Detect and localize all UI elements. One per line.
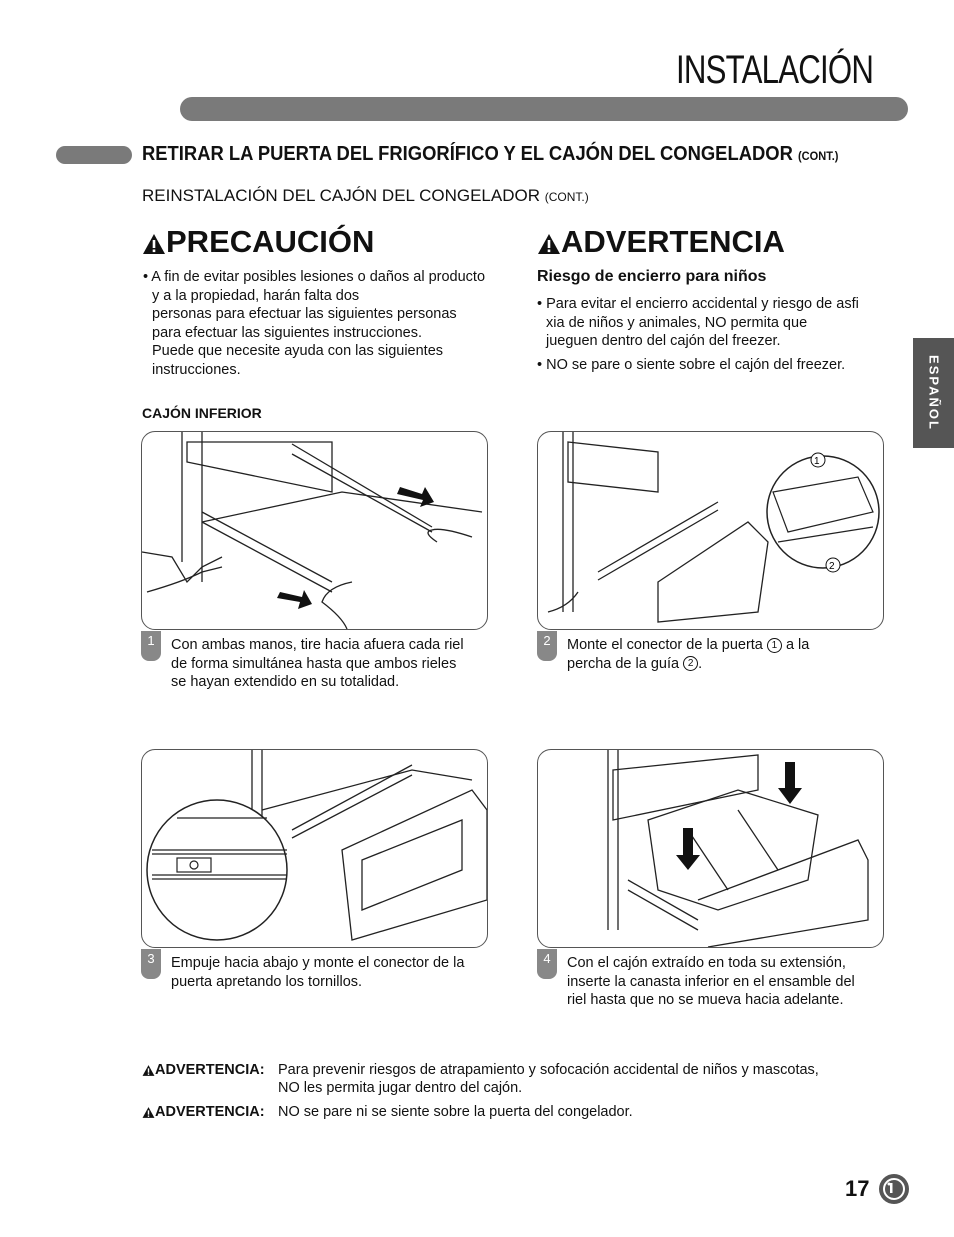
section-title-text: RETIRAR LA PUERTA DEL FRIGORÍFICO Y EL CAJÓN DEL CONGELADOR xyxy=(142,143,793,165)
language-tab xyxy=(913,338,954,448)
callout-2-inline: 2 xyxy=(683,656,698,671)
callout-1-inline: 1 xyxy=(767,638,782,653)
lg-logo-icon xyxy=(879,1174,909,1204)
precaucion-line: personas para efectuar las siguientes personas xyxy=(152,306,457,322)
warning-1-line: Para prevenir riesgos de atrapamiento y sofocación accidental de niños y mascotas, xyxy=(278,1062,819,1078)
step-2-text xyxy=(567,636,887,673)
step-2-text-c: percha de la guía xyxy=(567,655,680,672)
warning-1-text xyxy=(278,1061,898,1097)
figure-step-4 xyxy=(537,749,884,948)
door-connector-illustration xyxy=(538,432,883,629)
step-4-line: Con el cajón extraído en toda su extensión, xyxy=(567,955,846,971)
callout-2: 2 xyxy=(829,561,835,572)
drawer-rails-illustration xyxy=(142,432,487,629)
precaucion-line: instrucciones. xyxy=(152,361,241,378)
precaucion-heading-text: PRECAUCIÓN xyxy=(166,224,375,259)
step-4-text xyxy=(567,954,887,1010)
callout-1: 1 xyxy=(814,456,820,467)
drawer-label: CAJÓN INFERIOR xyxy=(142,405,262,421)
warning-2-label xyxy=(142,1103,265,1121)
subsection-title xyxy=(142,186,589,206)
section-title-cont: (CONT.) xyxy=(797,149,839,163)
page-title: INSTALACIÓN xyxy=(676,48,874,92)
warning-2-text xyxy=(278,1103,898,1121)
step-4-line: riel hasta que no se mueva hacia adelante. xyxy=(567,992,844,1008)
subsection-title-cont: (CONT.) xyxy=(544,190,589,204)
warning-icon xyxy=(142,1106,155,1119)
section-marker xyxy=(56,146,132,164)
step-3-text xyxy=(171,954,491,991)
precaucion-line: • A fin de evitar posibles lesiones o daños al producto xyxy=(143,269,486,285)
step-1-text xyxy=(171,636,491,692)
advertencia-line: • NO se pare o siente sobre el cajón del freezer. xyxy=(537,356,846,373)
step-1-line: de forma simultánea hasta que ambos rieles xyxy=(171,655,457,672)
precaucion-line: para efectuar las siguientes instrucciones. xyxy=(152,324,423,341)
warning-1-label-text: ADVERTENCIA: xyxy=(155,1062,265,1078)
warning-2-line: NO se pare ni se siente sobre la puerta del congelador. xyxy=(278,1104,633,1120)
warning-1-line: NO les permita jugar dentro del cajón. xyxy=(278,1080,523,1096)
warning-icon xyxy=(537,232,561,256)
subsection-title-text: REINSTALACIÓN DEL CAJÓN DEL CONGELADOR xyxy=(142,186,541,205)
step-3-line: puerta apretando los tornillos. xyxy=(171,973,363,990)
step-1-line: Con ambas manos, tire hacia afuera cada riel xyxy=(171,637,464,653)
warning-1-label xyxy=(142,1061,265,1079)
step-3-number: 3 xyxy=(141,949,161,979)
step-2-text-a: Monte el conector de la puerta xyxy=(567,637,763,653)
basket-insert-illustration xyxy=(538,750,883,947)
warning-icon xyxy=(142,1064,155,1077)
step-1-number: 1 xyxy=(141,631,161,661)
figure-step-2 xyxy=(537,431,884,630)
advertencia-heading xyxy=(537,224,785,260)
section-title xyxy=(142,143,838,166)
precaucion-line: y a la propiedad, harán falta dos xyxy=(152,287,360,304)
precaucion-heading xyxy=(142,224,374,260)
advertencia-subheading: Riesgo de encierro para niños xyxy=(537,268,767,285)
step-1-line: se hayan extendido en su totalidad. xyxy=(171,674,400,690)
language-tab-label: ESPAÑOL xyxy=(926,355,941,431)
step-2-text-b: a la xyxy=(785,637,810,653)
advertencia-line: jueguen dentro del cajón del freezer. xyxy=(546,333,781,349)
step-2-number: 2 xyxy=(537,631,557,661)
figure-step-1 xyxy=(141,431,488,630)
figure-step-3 xyxy=(141,749,488,948)
advertencia-body xyxy=(537,295,897,374)
precaucion-body xyxy=(143,268,523,379)
warning-2-label-text: ADVERTENCIA: xyxy=(155,1104,265,1120)
warning-icon xyxy=(142,232,166,256)
header-bar xyxy=(180,97,908,121)
advertencia-line: xia de niños y animales, NO permita que xyxy=(546,314,808,331)
advertencia-heading-text: ADVERTENCIA xyxy=(561,224,785,259)
step-4-line: inserte la canasta inferior en el ensamble del xyxy=(567,973,855,990)
step-3-line: Empuje hacia abajo y monte el conector de la xyxy=(171,955,465,971)
page-number: 17 xyxy=(845,1176,870,1201)
step-4-number: 4 xyxy=(537,949,557,979)
screw-connector-illustration xyxy=(142,750,487,947)
step-2-text-d: . xyxy=(698,655,703,672)
advertencia-line: • Para evitar el encierro accidental y riesgo de asfi xyxy=(537,296,859,312)
precaucion-line: Puede que necesite ayuda con las siguientes xyxy=(152,343,444,359)
